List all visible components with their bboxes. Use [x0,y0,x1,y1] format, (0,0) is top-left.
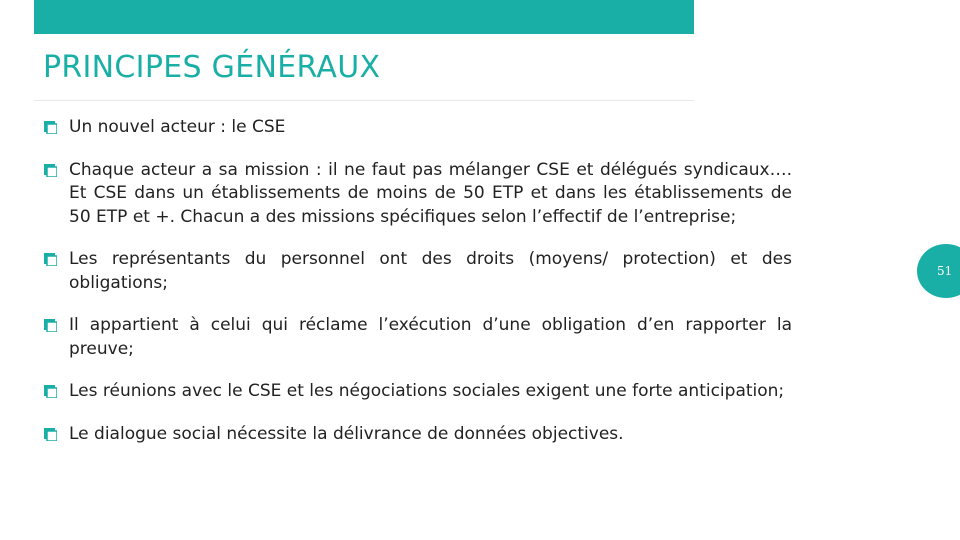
bullet-text: Il appartient à celui qui réclame l’exécution d’une obligation d’en rapporter la preuve; [69,315,792,359]
bullet-text: Chaque acteur a sa mission : il ne faut pas mélanger CSE et délégués syndicaux…. Et CSE dans un établissements de moins de 50 ETP et dans les établissements de 50 ETP et +. Chacun a des missions spécifiques selon l’effectif de l’entreprise; [69,159,792,227]
checkbox-icon [44,121,57,134]
checkbox-icon [44,164,57,177]
bullet-item [44,248,792,295]
bullet-item [44,116,792,140]
checkbox-icon [44,253,57,266]
page-number-badge: 51 [917,244,960,298]
bullet-text: Le dialogue social nécessite la délivrance de données objectives. [69,423,624,444]
bullet-text: Les représentants du personnel ont des droits (moyens/ protection) et des obligations; [69,249,792,293]
checkbox-icon [44,385,57,398]
checkbox-icon [44,319,57,332]
header-accent-bar [34,0,694,34]
checkbox-icon [44,428,57,441]
bullet-text: Un nouvel acteur : le CSE [69,117,286,137]
bullet-list [44,116,792,446]
bullet-item [44,380,792,404]
bullet-item [44,423,792,447]
bullet-item [44,314,792,361]
bullet-item [44,159,792,230]
slide-title: PRINCIPES GÉNÉRAUX [43,50,381,85]
title-divider [34,100,694,101]
bullet-text: Les réunions avec le CSE et les négociations sociales exigent une forte anticipation; [69,381,785,401]
